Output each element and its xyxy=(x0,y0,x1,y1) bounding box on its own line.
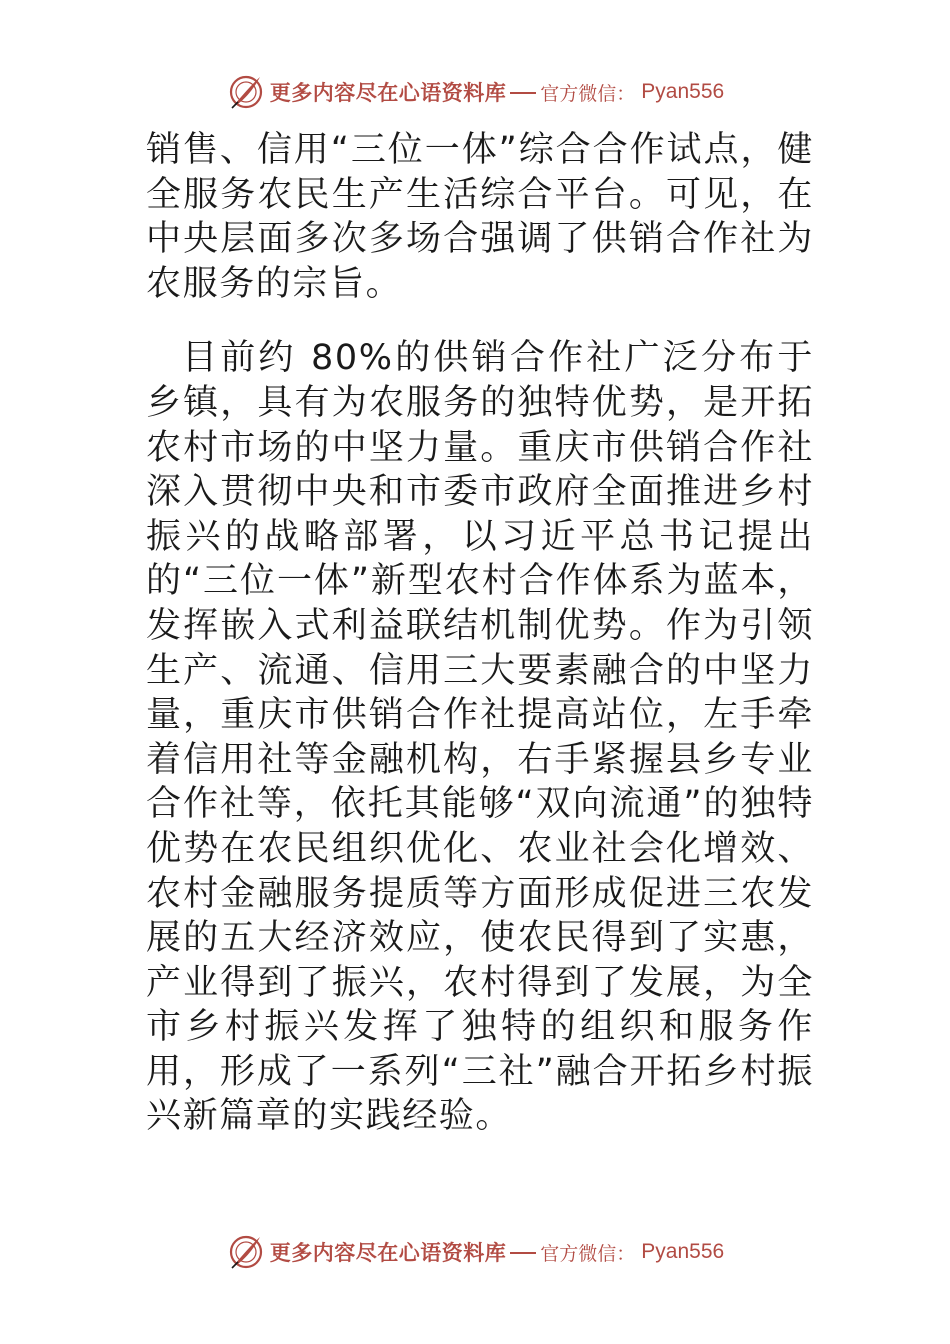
paragraph-2: 目前约 80%的供销合作社广泛分布于乡镇，具有为农服务的独特优势，是开拓农村市场的中坚力量。重庆市供销合作社深入贯彻中央和市委市政府全面推进乡村振兴的战略部署，以习近平总书记提出的“三位一体”新型农村合作体系为蓝本，发挥嵌入式利益联结机制优势。作为引领生产、流通、信用三大要素融合的中坚力量，重庆市供销合作社提高站位，左手牵着信用社等金融机构，右手紧握县乡专业合作社等，依托其能够“双向流通”的独特优势在农民组织优化、农业社会化增效、农村金融服务提质等方面形成促进三农发展的五大经济效应，使农民得到了实惠，产业得到了振兴，农村得到了发展，为全市乡村振兴发挥了独特的组织和服务作用，形成了一系列“三社”融合开拓乡村振兴新篇章的实践经验。 xyxy=(146,338,814,1137)
quill-logo-icon xyxy=(226,1232,266,1272)
banner-text: 更多内容尽在心语资料库 xyxy=(269,80,507,105)
banner-wechat-id: Pyan556 xyxy=(641,80,725,103)
document-body xyxy=(146,128,814,1139)
banner-suffix: 官方微信： xyxy=(540,1242,636,1265)
header-banner xyxy=(0,70,950,114)
footer-banner xyxy=(0,1230,950,1274)
banner-suffix: 官方微信： xyxy=(540,82,636,105)
banner-dash xyxy=(510,92,536,94)
banner-wechat-id: Pyan556 xyxy=(641,1240,725,1263)
quill-logo-icon xyxy=(226,72,266,112)
banner-dash xyxy=(510,1252,536,1254)
paragraph-1: 销售、信用“三位一体”综合合作试点，健全服务农民生产生活综合平台。可见，在中央层面多次多场合强调了供销合作社为农服务的宗旨。 xyxy=(146,130,814,304)
banner-text: 更多内容尽在心语资料库 xyxy=(269,1240,507,1265)
